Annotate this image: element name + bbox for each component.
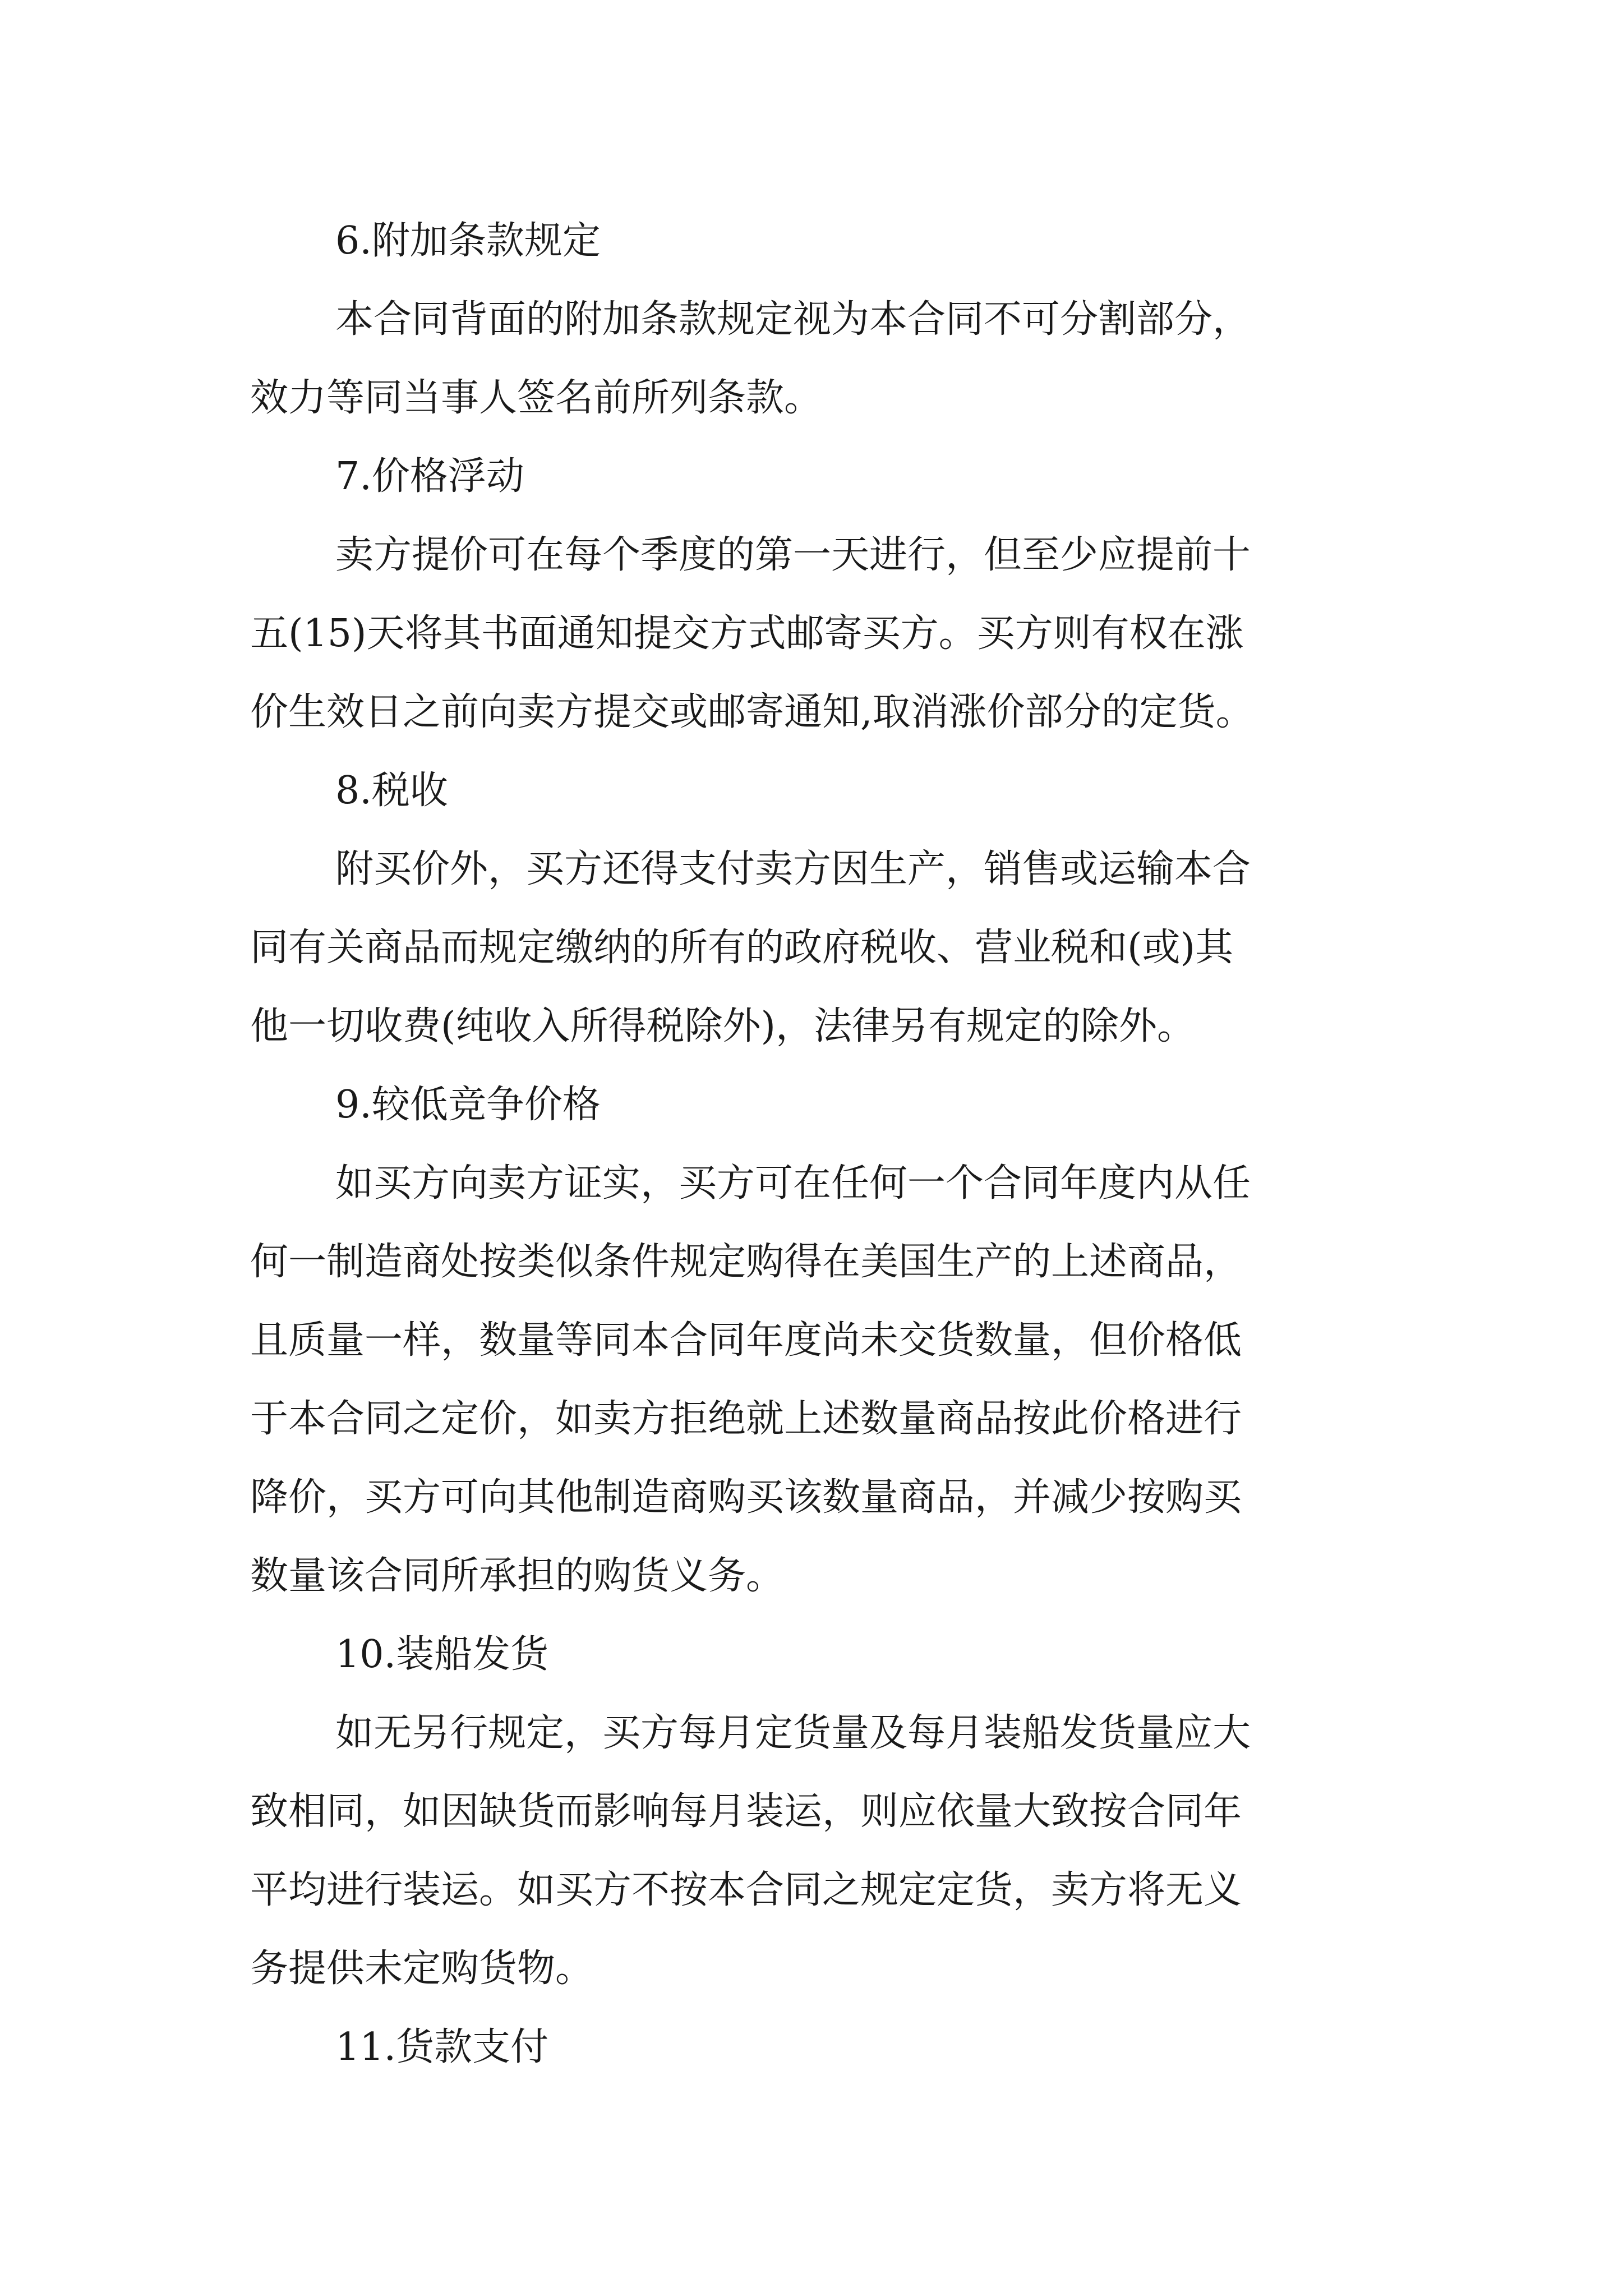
section-heading-10: 10.装船发货 bbox=[335, 1632, 549, 1677]
paragraph-line: 价生效日之前向卖方提交或邮寄通知,取消涨价部分的定货。 bbox=[250, 690, 1254, 734]
section-heading-11: 11.货款支付 bbox=[335, 2025, 549, 2069]
paragraph-line: 务提供未定购货物。 bbox=[250, 1947, 594, 1991]
section-heading-7: 7.价格浮动 bbox=[335, 454, 524, 499]
paragraph-line: 附买价外，买方还得支付卖方因生产，销售或运输本合 bbox=[335, 847, 1251, 891]
section-heading-8: 8.税收 bbox=[335, 769, 448, 813]
paragraph-line: 数量该合同所承担的购货义务。 bbox=[250, 1554, 785, 1598]
paragraph-line: 本合同背面的附加条款规定视为本合同不可分割部分， bbox=[335, 297, 1251, 342]
paragraph-line: 如无另行规定，买方每月定货量及每月装船发货量应大 bbox=[335, 1711, 1251, 1755]
paragraph-line: 如买方向卖方证实，买方可在任何一个合同年度内从任 bbox=[335, 1161, 1251, 1205]
paragraph-line: 且质量一样，数量等同本合同年度尚未交货数量，但价格低 bbox=[250, 1318, 1242, 1363]
paragraph-line: 卖方提价可在每个季度的第一天进行，但至少应提前十 bbox=[335, 533, 1251, 577]
section-heading-6: 6.附加条款规定 bbox=[335, 219, 601, 263]
paragraph-line: 于本合同之定价，如卖方拒绝就上述数量商品按此价格进行 bbox=[250, 1397, 1242, 1441]
paragraph-line: 平均进行装运。如买方不按本合同之规定定货，卖方将无义 bbox=[250, 1868, 1242, 1912]
paragraph-line: 何一制造商处按类似条件规定购得在美国生产的上述商品， bbox=[250, 1240, 1242, 1284]
paragraph-line: 效力等同当事人签名前所列条款。 bbox=[250, 376, 823, 420]
paragraph-line: 同有关商品而规定缴纳的所有的政府税收、营业税和(或)其 bbox=[250, 926, 1234, 970]
section-heading-9: 9.较低竞争价格 bbox=[335, 1083, 601, 1127]
paragraph-line: 降价，买方可向其他制造商购买该数量商品，并减少按购买 bbox=[250, 1475, 1242, 1520]
paragraph-line: 他一切收费(纯收入所得税除外)，法律另有规定的除外。 bbox=[250, 1004, 1196, 1048]
paragraph-line: 致相同，如因缺货而影响每月装运，则应依量大致按合同年 bbox=[250, 1789, 1242, 1834]
paragraph-line: 五(15)天将其书面通知提交方式邮寄买方。买方则有权在涨 bbox=[250, 611, 1244, 656]
